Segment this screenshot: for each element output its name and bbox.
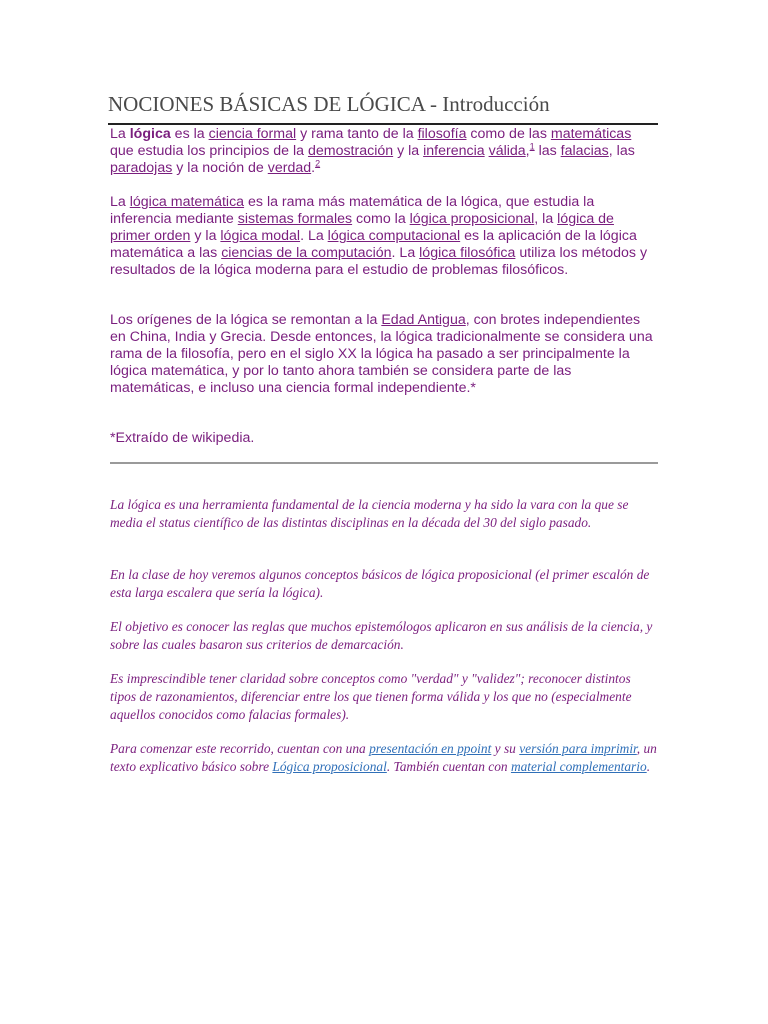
text: , las (608, 143, 635, 159)
text: Es imprescindible tener claridad sobre conceptos como "verdad" y "validez"; reconocer distintos tipos de razonamientos, diferenciar entre los que tienen forma válida y los que no (especialmente aquellos conocidos como falacias formales). (110, 671, 632, 722)
link-verdad[interactable]: verdad (267, 160, 312, 176)
text: utiliza los métodos y resultados de la lógica moderna para el estudio de problemas filosóficos. (110, 245, 648, 278)
text: , la (534, 211, 558, 227)
text: como la (352, 211, 410, 227)
link-valida[interactable]: válida (488, 143, 526, 159)
text: es la rama más matemática de la lógica, que estudia la inferencia mediante (110, 194, 595, 227)
text: como de las (466, 126, 551, 142)
text: que estudia los principios de la (110, 143, 308, 159)
link-falacias[interactable]: falacias (560, 143, 609, 159)
wiki-paragraph-logica-matematica (110, 194, 658, 279)
link-logica-proposicional-texto[interactable]: Lógica proposicional (272, 759, 387, 774)
wiki-paragraph-origenes (110, 312, 658, 397)
link-paradojas[interactable]: paradojas (110, 160, 173, 176)
text: y rama tanto de la (296, 126, 418, 142)
link-logica-computacional[interactable]: lógica computacional (327, 228, 461, 244)
section-divider (110, 462, 658, 464)
link-material-complementario[interactable]: material complementario (510, 759, 647, 774)
footnote-ref-2[interactable]: 2 (315, 158, 321, 169)
text: La lógica es una herramienta fundamental de la ciencia moderna y ha sido la vara con la que se media el status científico de las distintas disciplinas en la década del 30 del siglo pasado. (110, 497, 629, 530)
text: y la (393, 143, 424, 159)
text: . La (391, 245, 420, 261)
link-sistemas-formales[interactable]: sistemas formales (237, 211, 353, 227)
text: es la (170, 126, 209, 142)
footnote-ref-1[interactable]: 1 (529, 141, 535, 152)
link-logica-matematica[interactable]: lógica matemática (129, 194, 245, 210)
title-separator: - (424, 92, 443, 116)
course-paragraph-objetivo (110, 618, 660, 654)
text: En la clase de hoy veremos algunos conceptos básicos de lógica proposicional (el primer escalón de esta larga escalera que sería la lógica). (110, 567, 650, 600)
link-logica-proposicional[interactable]: lógica proposicional (409, 211, 535, 227)
course-paragraph-clase (110, 566, 660, 602)
course-paragraph-recursos (110, 740, 660, 776)
text: y su (491, 741, 520, 756)
text: La (110, 194, 130, 210)
text: . (646, 759, 651, 774)
link-logica-primer-orden[interactable]: lógica de primer orden (110, 211, 614, 244)
text: Para comenzar este recorrido, cuentan con una (110, 741, 370, 756)
text: es la aplicación de la lógica matemática a las (110, 228, 637, 261)
text: , un texto explicativo básico sobre (110, 741, 657, 774)
title-sub: Introducción (442, 92, 550, 116)
wiki-paragraph-definition (110, 126, 658, 177)
link-ciencias-computacion[interactable]: ciencias de la computación (221, 245, 392, 261)
link-version-imprimir[interactable]: versión para imprimir (519, 741, 637, 756)
link-inferencia[interactable]: inferencia (423, 143, 485, 159)
text: . También cuentan con (386, 759, 511, 774)
wiki-source-note (110, 430, 658, 447)
title-divider (108, 123, 658, 125)
text: , (525, 143, 530, 159)
term-logica: lógica (129, 126, 171, 142)
link-logica-modal[interactable]: lógica modal (220, 228, 301, 244)
course-paragraph-intro (110, 496, 660, 532)
text: , con brotes independientes en China, India y Grecia. Desde entonces, la lógica tradicionalmente se considera una rama de la filosofía, pero en el siglo XX la lógica ha pasado a ser principalmente la lógica matemática, y por lo tanto ahora también se considera parte de las matemáticas, e incluso una ciencia formal independiente.* (110, 312, 653, 396)
link-demostracion[interactable]: demostración (307, 143, 394, 159)
link-edad-antigua[interactable]: Edad Antigua (381, 312, 466, 328)
source-text: *Extraído de wikipedia. (110, 430, 255, 446)
text: . (311, 160, 316, 176)
link-ciencia-formal[interactable]: ciencia formal (208, 126, 297, 142)
page-title (108, 92, 550, 117)
course-paragraph-conceptos (110, 670, 660, 724)
link-filosofia[interactable]: filosofía (417, 126, 467, 142)
text: las (534, 143, 561, 159)
text: . La (300, 228, 328, 244)
link-matematicas[interactable]: matemáticas (550, 126, 632, 142)
title-main: NOCIONES BÁSICAS DE LÓGICA (108, 92, 425, 116)
text: El objetivo es conocer las reglas que muchos epistemólogos aplicaron en sus análisis de la ciencia, y sobre las cuales basaron sus criterios de demarcación. (110, 619, 653, 652)
text: y la (190, 228, 221, 244)
text: Los orígenes de la lógica se remontan a la (110, 312, 382, 328)
text: La (110, 126, 130, 142)
link-logica-filosofica[interactable]: lógica filosófica (419, 245, 516, 261)
text: y la noción de (172, 160, 268, 176)
link-presentacion-ppoint[interactable]: presentación en ppoint (369, 741, 492, 756)
